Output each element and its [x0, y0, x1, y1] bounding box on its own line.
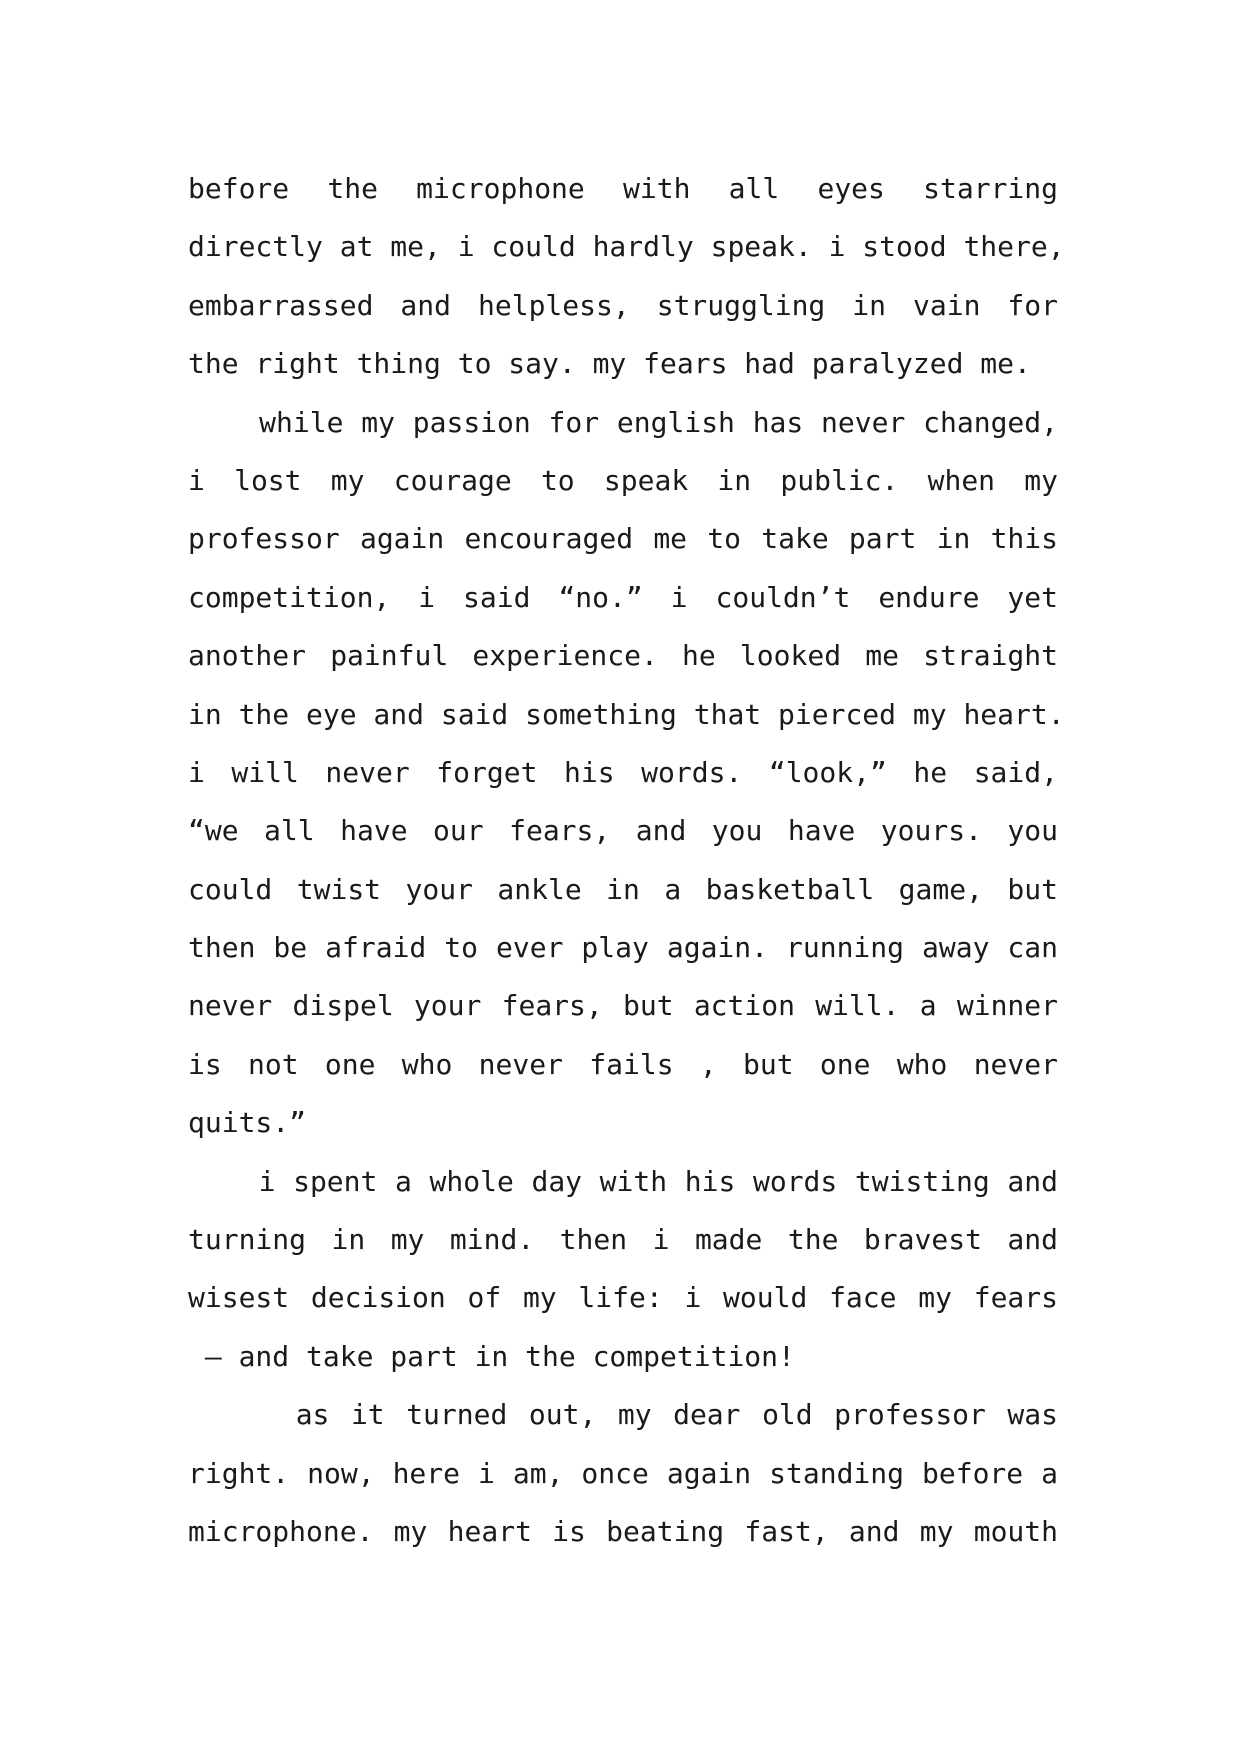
- text-line: the right thing to say. my fears had paralyzed me.: [188, 347, 1031, 381]
- text-line: quits.”: [188, 1106, 307, 1140]
- text-line: embarrassed and helpless, struggling in vain for: [188, 288, 1058, 322]
- text-line: as it turned out, my dear old professor was: [188, 1398, 1058, 1432]
- text-line: i spent a whole day with his words twisting and: [188, 1164, 1058, 1198]
- text-line: could twist your ankle in a basketball game, but: [188, 872, 1058, 906]
- text-line: professor again encouraged me to take part in this: [188, 522, 1058, 556]
- text-line: competition, i said “no.” i couldn’t endure yet: [188, 580, 1058, 614]
- text-line: never dispel your fears, but action will. a winner: [188, 989, 1058, 1023]
- text-line: in the eye and said something that pierced my heart.: [188, 697, 1065, 731]
- text-line: right. now, here i am, once again standing before a: [188, 1456, 1058, 1490]
- text-line: wisest decision of my life: i would face my fears: [188, 1281, 1058, 1315]
- text-line: while my passion for english has never changed,: [188, 405, 1058, 439]
- text-line: turning in my mind. then i made the bravest and: [188, 1223, 1058, 1257]
- text-line: i will never forget his words. “look,” he said,: [188, 755, 1058, 789]
- text-line: before the microphone with all eyes starring: [188, 172, 1058, 205]
- text-line: another painful experience. he looked me straight: [188, 639, 1058, 673]
- text-line: “we all have our fears, and you have yours. you: [188, 814, 1058, 848]
- body-text: [188, 160, 1065, 1561]
- text-line: is not one who never fails , but one who never: [188, 1047, 1058, 1081]
- text-line: microphone. my heart is beating fast, and my mouth: [188, 1514, 1058, 1548]
- text-line: – and take part in the competition!: [188, 1339, 795, 1373]
- text-line: i lost my courage to speak in public. when my: [188, 463, 1058, 497]
- text-line: then be afraid to ever play again. running away can: [188, 931, 1058, 965]
- text-line: directly at me, i could hardly speak. i stood there,: [188, 230, 1065, 264]
